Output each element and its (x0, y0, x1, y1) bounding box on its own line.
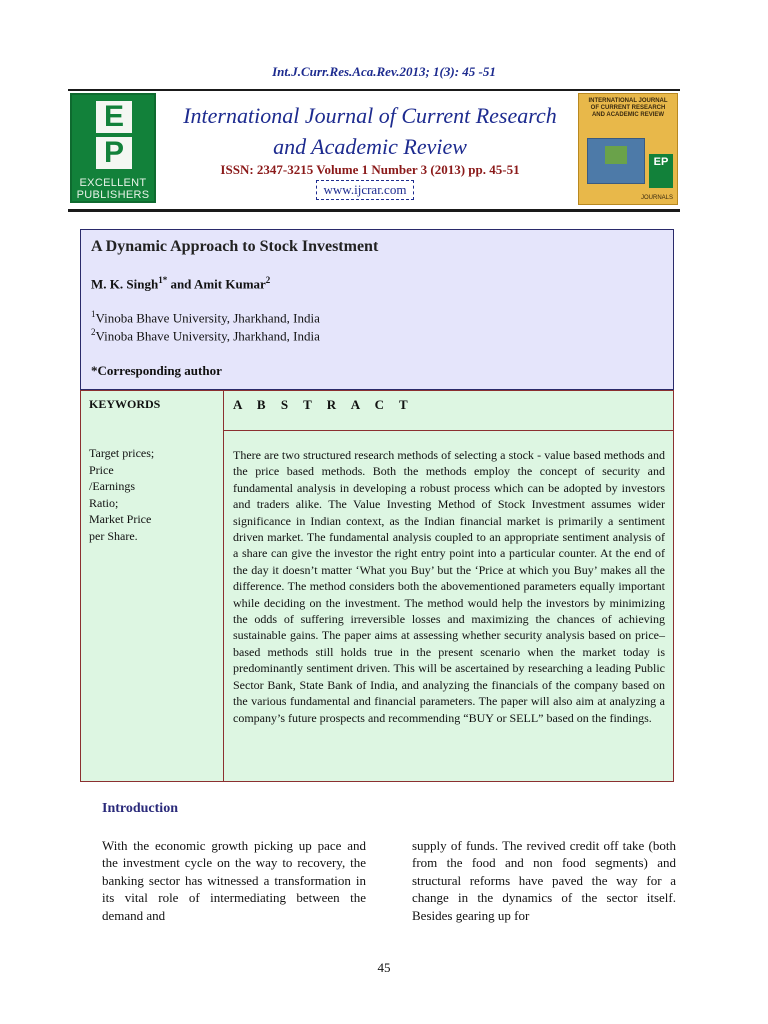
affiliation-2-text: Vinoba Bhave University, Jharkhand, India (95, 328, 320, 344)
article-info-box (80, 229, 674, 390)
logo-letter-p: P (96, 137, 132, 169)
cover-title-text: INTERNATIONAL JOURNAL OF CURRENT RESEARCH AND ACADEMIC REVIEW (588, 98, 668, 118)
keyword-item: per Share. (89, 528, 138, 543)
citation-line: Int.J.Curr.Res.Aca.Rev.2013; 1(3): 45 -51 (272, 64, 496, 79)
author-connector: and (167, 276, 194, 292)
page-number: 45 (377, 960, 391, 975)
affiliation-2-sup: 2 (91, 327, 96, 337)
column-divider (223, 391, 224, 782)
author-1-name: M. K. Singh (91, 276, 159, 292)
paper-title: A Dynamic Approach to Stock Investment (91, 238, 379, 255)
author-2-sup: 2 (265, 275, 271, 285)
abstract-header-divider (223, 430, 674, 431)
affiliation-1-text: Vinoba Bhave University, Jharkhand, India (95, 310, 320, 326)
header-rule-bottom (68, 209, 680, 212)
keywords-abstract-box (80, 390, 674, 782)
body-column-right: supply of funds. The revived credit off take (both from the food and non food segments) and structural reforms have paved the way for a change in the dynamics of the sector itself. Besides gearing up for (412, 838, 676, 923)
keyword-item: Ratio; (89, 495, 119, 510)
body-column-left: With the economic growth picking up pace and the investment cycle on the way to recovery, the banking sector has witnessed a transformation in its vital role of intermediating between the demand and (102, 838, 366, 923)
journal-title-line2: and Academic Review (273, 134, 467, 159)
issn-line: ISSN: 2347-3215 Volume 1 Number 3 (2013) pp. 45-51 (220, 162, 520, 177)
header-rule-top (68, 89, 680, 91)
introduction-heading: Introduction (102, 801, 178, 816)
cover-footer: JOURNALS (640, 195, 673, 201)
keyword-item: /Earnings (89, 479, 135, 493)
author-line (91, 275, 270, 292)
affiliation-1 (91, 309, 320, 326)
author-1-sup: 1* (158, 275, 168, 285)
logo-label-line2: PUBLISHERS (76, 189, 150, 201)
logo-label-line1: EXCELLENT (79, 177, 147, 189)
affiliation-2 (91, 327, 320, 344)
keywords-list (89, 445, 217, 544)
journal-title-line1: International Journal of Current Research (183, 103, 557, 128)
keyword-item: Market Price (89, 512, 152, 526)
logo-letter-e: E (96, 101, 132, 133)
corresponding-author: *Corresponding author (91, 363, 222, 378)
cover-picture-inset (605, 146, 627, 164)
keyword-item: Price (89, 462, 114, 477)
abstract-text: There are two structured research methods of selecting a stock - value based methods and the price based methods. Both the methods employ the concept of security and fundamental analysis in developing a robust process which can be adopted by investors and traders alike. The Value Investing Method of Stock Investment assumes wider significance in Indian context, as the Indian financial market is primarily a sentiment driven market. The fundamental analysis coupled to an appropriate sentiment analysis of a share can give the investor the right entry point into a particular counter. At the end of the day it doesn’t matter ‘What you Buy’ but the ‘Price at which you Buy’ makes all the difference. The method considers both the abovementioned parameters equally important while deciding on the investment. The method would help the investors by minimizing the odds of suffering irreversible losses and maximizing the chances of achieving sustainable gains. The paper aims at assessing whether security analysis based on price–based methods still holds true in the present scenario when the market today is predominantly sentiment driven. This will be ascertained by researching a leading Public Sector Bank, State Bank of India, and analyzing the financials of the company based on the various fundamental and financial parameters. The paper will also aim at analyzing a company’s future prospects and recommending “BUY or SELL” based on the findings. (233, 448, 665, 725)
keyword-item: Target prices; (89, 446, 155, 460)
affiliation-1-sup: 1 (91, 309, 96, 319)
abstract-heading: A B S T R A C T (233, 397, 414, 412)
cover-badge: EP (649, 154, 673, 188)
author-2-name: Amit Kumar (193, 276, 266, 292)
journal-url-link[interactable]: www.ijcrar.com (316, 180, 414, 200)
journal-cover-image (578, 93, 678, 205)
publisher-logo (70, 93, 156, 203)
keywords-heading: KEYWORDS (89, 397, 161, 411)
